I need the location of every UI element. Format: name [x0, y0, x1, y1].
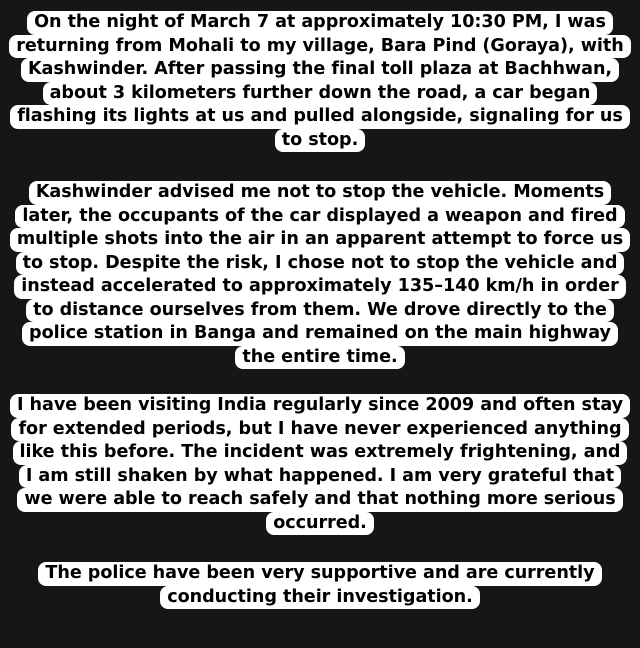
text-line: to stop. Despite the risk, I chose not to stop the vehicle and [0, 252, 640, 276]
text-line: police station in Banga and remained on the main highway [0, 322, 640, 346]
text-line: to distance ourselves from them. We drove directly to the [0, 299, 640, 323]
text-line: flashing its lights at us and pulled alongside, signaling for us [0, 105, 640, 129]
text-line: conducting their investigation. [0, 586, 640, 610]
text-line: the entire time. [0, 346, 640, 370]
text-line: we were able to reach safely and that nothing more serious [0, 488, 640, 512]
text-line: I have been visiting India regularly since 2009 and often stay [0, 394, 640, 418]
story-paragraph-3 [0, 394, 640, 535]
text-line: later, the occupants of the car displayed a weapon and fired [0, 205, 640, 229]
text-line: The police have been very supportive and are currently [0, 562, 640, 586]
text-line: Kashwinder. After passing the final toll plaza at Bachhwan, [0, 58, 640, 82]
text-line: like this before. The incident was extremely frightening, and [0, 441, 640, 465]
text-line: I am still shaken by what happened. I am very grateful that [0, 465, 640, 489]
text-line: occurred. [0, 512, 640, 536]
text-line: instead accelerated to approximately 135–140 km/h in order [0, 275, 640, 299]
story-paragraph-4 [0, 562, 640, 609]
story-paragraph-1 [0, 11, 640, 152]
text-line: to stop. [0, 129, 640, 153]
text-line: about 3 kilometers further down the road, a car began [0, 82, 640, 106]
text-line: On the night of March 7 at approximately 10:30 PM, I was [0, 11, 640, 35]
text-line: multiple shots into the air in an apparent attempt to force us [0, 228, 640, 252]
text-line: for extended periods, but I have never experienced anything [0, 418, 640, 442]
story-paragraph-2 [0, 181, 640, 369]
text-line: Kashwinder advised me not to stop the vehicle. Moments [0, 181, 640, 205]
text-line: returning from Mohali to my village, Bara Pind (Goraya), with [0, 35, 640, 59]
